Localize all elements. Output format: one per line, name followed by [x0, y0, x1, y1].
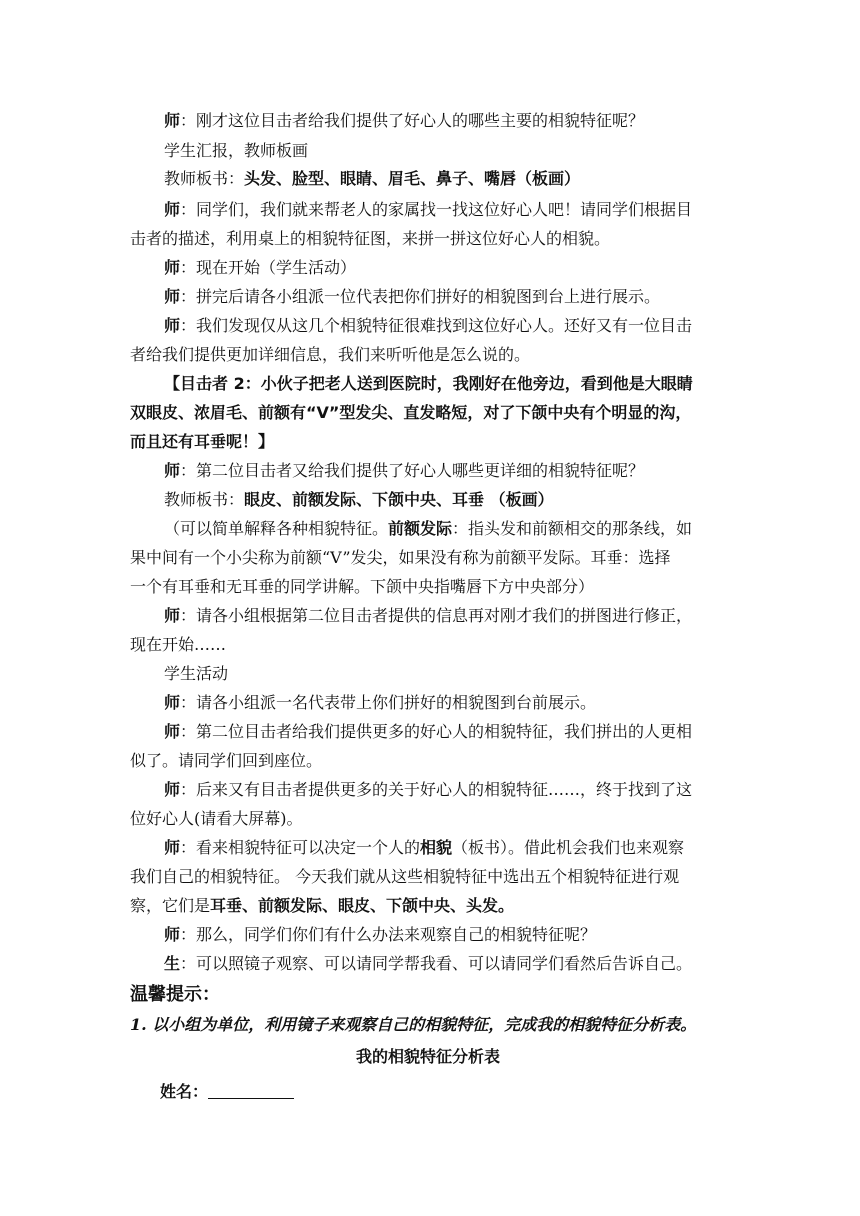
paragraph-line: （可以简单解释各种相貌特征。前额发际：指头发和前额相交的那条线，如 [164, 519, 693, 538]
paragraph-line: 学生活动 [164, 664, 229, 683]
speaker-teacher: 师 [164, 461, 181, 480]
paragraph-line: 一个有耳垂和无耳垂的同学讲解。下颌中央指嘴唇下方中央部分） [130, 577, 595, 596]
speaker-teacher: 师 [164, 316, 181, 335]
paragraph-line: 师：现在开始（学生活动） [164, 258, 357, 277]
paragraph-line: 现在开始…… [130, 635, 227, 654]
paragraph-line: 师：请各小组派一名代表带上你们拼好的相貌图到台前展示。 [164, 693, 597, 712]
paragraph-line: 师：第二位目击者给我们提供更多的好心人的相貌特征，我们拼出的人更相 [164, 722, 693, 741]
paragraph-line: 师：我们发现仅从这几个相貌特征很难找到这位好心人。还好又有一位目击 [164, 316, 693, 335]
paragraph-line: 师：刚才这位目击者给我们提供了好心人的哪些主要的相貌特征呢？ [164, 111, 645, 130]
paragraph-line: 师：看来相貌特征可以决定一个人的相貌（板书）。借此机会我们也来观察 [164, 838, 685, 857]
board-writing: 头发、脸型、眼睛、眉毛、鼻子、嘴唇（板画） [244, 169, 581, 188]
speaker-teacher: 师 [164, 258, 181, 277]
speaker-teacher: 师 [164, 722, 181, 741]
tip-item: 1. 以小组为单位，利用镜子来观察自己的相貌特征，完成我的相貌特征分析表。 [130, 1015, 697, 1034]
name-label: 姓名： [160, 1082, 209, 1101]
witness-quote: 双眼皮、浓眉毛、前额有“V”型发尖、直发略短，对了下颌中央有个明显的沟， [130, 403, 692, 422]
paragraph-line: 位好心人(请看大屏幕)。 [130, 809, 303, 828]
speaker-teacher: 师 [164, 838, 181, 857]
speaker-teacher: 师 [164, 200, 181, 219]
paragraph-line: 师：请各小组根据第二位目击者提供的信息再对刚才我们的拼图进行修正， [164, 606, 693, 625]
speaker-teacher: 师 [164, 925, 181, 944]
paragraph-line: 察，它们是耳垂、前额发际、眼皮、下颌中央、头发。 [130, 896, 515, 915]
witness-quote: 【目击者 2：小伙子把老人送到医院时，我刚好在他旁边，看到他是大眼睛 [164, 374, 693, 393]
speaker-teacher: 师 [164, 780, 181, 799]
paragraph-line: 师：那么，同学们你们有什么办法来观察自己的相貌特征呢？ [164, 925, 597, 944]
paragraph-line: 击者的描述，利用桌上的相貌特征图，来拼一拼这位好心人的相貌。 [130, 229, 611, 248]
paragraph-line: 似了。请同学们回到座位。 [130, 751, 323, 770]
paragraph-line: 我们自己的相貌特征。 今天我们就从这些相貌特征中选出五个相貌特征进行观 [130, 867, 680, 886]
table-title: 我的相貌特征分析表 [356, 1047, 501, 1066]
name-field [160, 1081, 294, 1103]
paragraph-line: 教师板书：眼皮、前额发际、下颌中央、耳垂 （板画） [164, 490, 554, 509]
paragraph-line: 师：后来又有目击者提供更多的关于好心人的相貌特征……，终于找到了这 [164, 780, 693, 799]
paragraph-line: 生：可以照镜子观察、可以请同学帮我看、可以请同学们看然后告诉自己。 [164, 954, 693, 973]
tip-heading: 温馨提示： [130, 984, 220, 1005]
paragraph-line: 师：第二位目击者又给我们提供了好心人哪些更详细的相貌特征呢？ [164, 461, 645, 480]
witness-quote: 而且还有耳垂呢！】 [130, 432, 275, 451]
board-writing: 眼皮、前额发际、下颌中央、耳垂 （板画） [244, 490, 554, 509]
paragraph-line: 者给我们提供更加详细信息，我们来听听他是怎么说的。 [130, 345, 531, 364]
speaker-student: 生 [164, 954, 181, 973]
speaker-teacher: 师 [164, 111, 181, 130]
paragraph-line: 学生汇报，教师板画 [164, 141, 309, 160]
paragraph-line: 师：同学们，我们就来帮老人的家属找一找这位好心人吧！请同学们根据目 [164, 200, 693, 219]
paragraph-line: 教师板书：头发、脸型、眼睛、眉毛、鼻子、嘴唇（板画） [164, 169, 581, 188]
speaker-teacher: 师 [164, 287, 181, 306]
paragraph-line: 果中间有一个小尖称为前额“V”发尖，如果没有称为前额平发际。耳垂：选择 [130, 548, 671, 567]
name-blank[interactable] [208, 1082, 294, 1099]
speaker-teacher: 师 [164, 693, 181, 712]
speaker-teacher: 师 [164, 606, 181, 625]
paragraph-line: 师：拼完后请各小组派一位代表把你们拼好的相貌图到台上进行展示。 [164, 287, 661, 306]
